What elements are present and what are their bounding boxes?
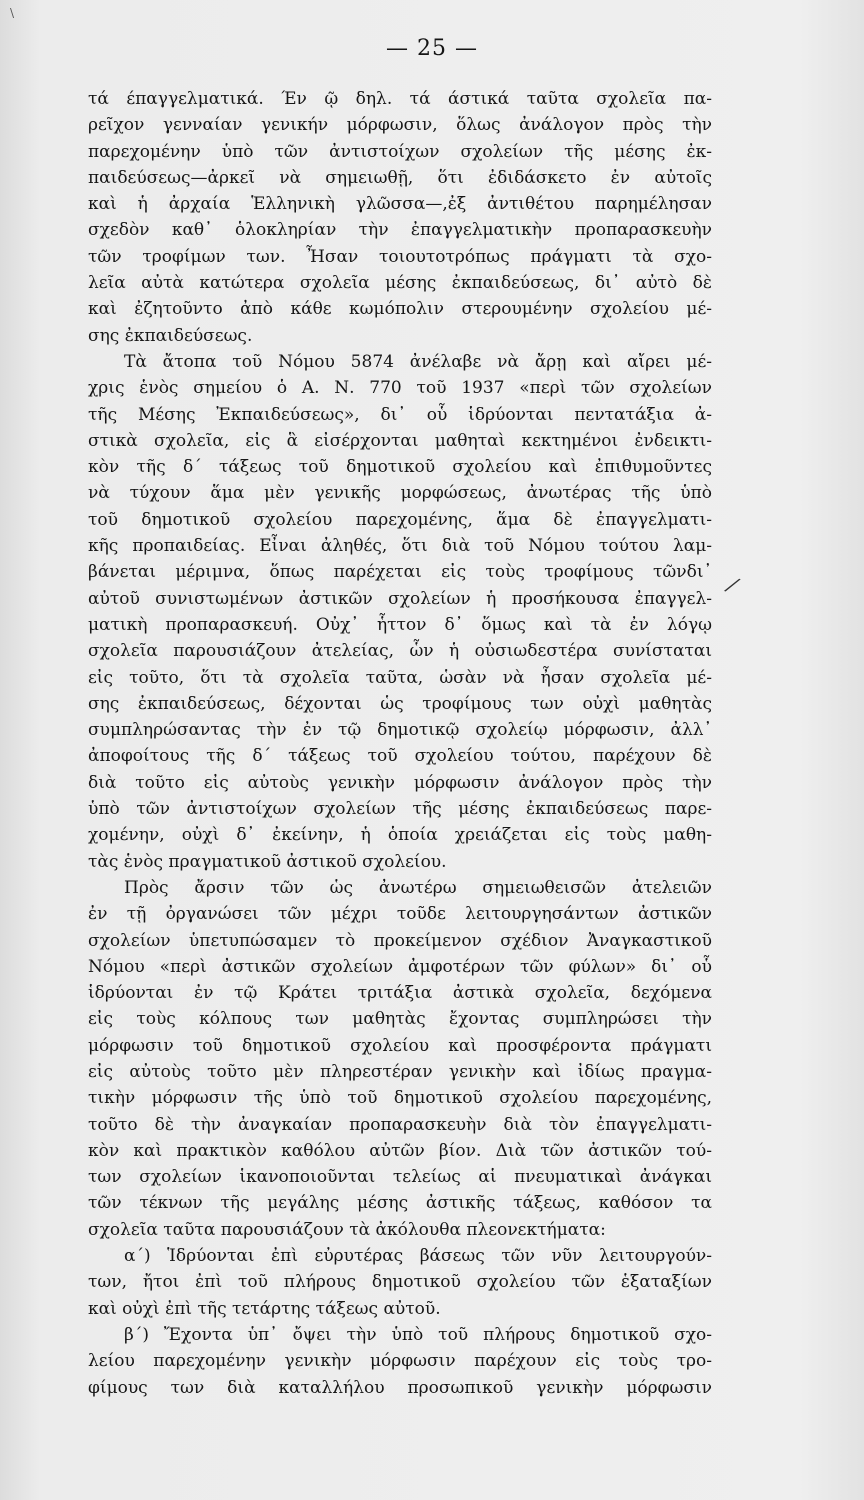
text-line: β´) Ἔχοντα ὑπ᾽ ὄψει τὴν ὑπὸ τοῦ πλήρους δημοτικοῦ σχο-: [124, 1324, 712, 1345]
text-line: ἐν τῇ ὀργανώσει τῶν μέχρι τοῦδε λειτουργησάντων ἀστικῶν: [88, 904, 712, 925]
text-line: τῶν τροφίμων των. Ἦσαν τοιουτοτρόπως πράγματι τὰ σχο-: [88, 246, 712, 267]
text-line: τοῦ δημοτικοῦ σχολείου παρεχομένης, ἅμα δὲ ἐπαγγελματι-: [88, 509, 712, 530]
text-line: τικὴν μόρφωσιν τῆς ὑπὸ τοῦ δημοτικοῦ σχολείου παρεχομένης,: [88, 1088, 712, 1109]
text-line: στικὰ σχολεῖα, εἰς ἃ εἰσέρχονται μαθηταὶ κεκτημένοι ἐνδεικτι-: [88, 430, 712, 451]
text-line: λείου παρεχομένην γενικὴν μόρφωσιν παρέχουν εἰς τοὺς τρο-: [88, 1351, 712, 1372]
page-number: — 25 —: [386, 36, 478, 61]
text-line: α´) Ἱδρύονται ἐπὶ εὐρυτέρας βάσεως τῶν νῦν λειτουργούν-: [124, 1246, 712, 1267]
text-line: μόρφωσιν τοῦ δημοτικοῦ σχολείου καὶ προσφέροντα πράγματι: [88, 1035, 712, 1056]
text-line: παρεχομένην ὑπὸ τῶν ἀντιστοίχων σχολείων τῆς μέσης ἐκ-: [88, 141, 712, 162]
margin-pencil-mark: ⁄: [725, 574, 738, 599]
text-line: κὸν τῆς δ´ τάξεως τοῦ δημοτικοῦ σχολείου καὶ ἐπιθυμοῦντες: [88, 457, 712, 478]
text-line: σχολείων ὑπετυπώσαμεν τὸ προκείμενον σχέδιον Ἀναγκαστικοῦ: [88, 930, 712, 951]
text-line: χρις ἑνὸς σημείου ὁ Α. Ν. 770 τοῦ 1937 «περὶ τῶν σχολείων: [88, 378, 712, 399]
text-line: των σχολείων ἱκανοποιοῦνται τελείως αἱ πνευματικαὶ ἀνάγκαι: [88, 1167, 712, 1188]
text-line: χομένην, οὐχὶ δ᾽ ἐκείνην, ἡ ὁποία χρειάζεται εἰς τοὺς μαθη-: [88, 825, 712, 846]
text-line: αὐτοῦ συνιστωμένων ἀστικῶν σχολείων ἡ προσήκουσα ἐπαγγελ-: [88, 588, 712, 609]
text-line: ρεῖχον γενναίαν γενικήν μόρφωσιν, ὅλως ἀνάλογον πρὸς τὴν: [88, 115, 712, 136]
text-line: Νόμου «περὶ ἀστικῶν σχολείων ἀμφοτέρων τῶν φύλων» δι᾽ οὗ: [88, 956, 712, 977]
text-line: τὰς ἑνὸς πραγματικοῦ ἀστικοῦ σχολείου.: [88, 851, 447, 872]
margin-speck: \: [10, 6, 15, 20]
text-line: παιδεύσεως—ἀρκεῖ νὰ σημειωθῇ, ὅτι ἐδιδάσκετο ἐν αὐτοῖς: [88, 167, 712, 188]
text-line: κὸν καὶ πρακτικὸν καθόλου αὐτῶν βίον. Διὰ τῶν ἀστικῶν τού-: [88, 1140, 712, 1161]
text-line: ἀποφοίτους τῆς δ´ τάξεως τοῦ σχολείου τούτου, παρέχουν δὲ: [88, 746, 712, 767]
text-line: των, ἤτοι ἐπὶ τοῦ πλήρους δημοτικοῦ σχολείου τῶν ἑξαταξίων: [88, 1272, 712, 1293]
body-text: [88, 86, 712, 1401]
text-line: τῆς Μέσης Ἐκπαιδεύσεως», δι᾽ οὗ ἱδρύονται πεντατάξια ἀ-: [88, 404, 712, 425]
text-line: συμπληρώσαντας τὴν ἐν τῷ δημοτικῷ σχολείῳ μόρφωσιν, ἀλλ᾽: [88, 720, 712, 741]
text-line: τά έπαγγελματικά. Έν ῷ δηλ. τά άστικά ταῦτα σχολεῖα πα-: [88, 89, 712, 109]
text-line: καὶ οὐχὶ ἐπὶ τῆς τετάρτης τάξεως αὐτοῦ.: [88, 1298, 441, 1319]
text-line: σης ἐκπαιδεύσεως.: [88, 325, 253, 346]
text-line: διὰ τοῦτο εἰς αὐτοὺς γενικὴν μόρφωσιν ἀνάλογον πρὸς τὴν: [88, 772, 712, 793]
text-line: ὑπὸ τῶν ἀντιστοίχων σχολείων τῆς μέσης ἐκπαιδεύσεως παρε-: [88, 799, 712, 820]
text-line: σχεδὸν καθ᾽ ὁλοκληρίαν τὴν ἐπαγγελματικὴν προπαρασκευὴν: [88, 220, 712, 241]
text-line: φίμους των διὰ καταλλήλου προσωπικοῦ γενικὴν μόρφωσιν: [88, 1377, 712, 1398]
text-line: εἰς αὐτοὺς τοῦτο μὲν πληρεστέραν γενικὴν καὶ ἰδίως πραγμα-: [88, 1061, 712, 1082]
text-line: εἰς τοὺς κόλπους των μαθητὰς ἔχοντας συμπληρώσει τὴν: [88, 1009, 712, 1030]
text-line: λεῖα αὐτὰ κατώτερα σχολεῖα μέσης ἐκπαιδεύσεως, δι᾽ αὐτὸ δὲ: [88, 273, 712, 294]
text-line: κῆς προπαιδείας. Εἶναι ἀληθές, ὅτι διὰ τοῦ Νόμου τούτου λαμ-: [88, 536, 712, 557]
text-line: τῶν τέκνων τῆς μεγάλης μέσης ἀστικῆς τάξεως, καθόσον τα: [88, 1193, 712, 1214]
text-line: σχολεῖα ταῦτα παρουσιάζουν τὰ ἀκόλουθα πλεονεκτήματα:: [88, 1219, 606, 1240]
text-line: νὰ τύχουν ἅμα μὲν γενικῆς μορφώσεως, ἀνωτέρας τῆς ὑπὸ: [88, 483, 712, 504]
text-line: εἰς τοῦτο, ὅτι τὰ σχολεῖα ταῦτα, ὡσὰν νὰ ἦσαν σχολεῖα μέ-: [88, 667, 712, 688]
text-line: καὶ ἡ ἀρχαία Ἑλληνικὴ γλῶσσα—,ἐξ ἀντιθέτου παρημέλησαν: [88, 194, 712, 215]
text-line: τοῦτο δὲ τὴν ἀναγκαίαν προπαρασκευὴν διὰ τὸν ἐπαγγελματι-: [88, 1114, 712, 1135]
text-line: ἱδρύονται ἐν τῷ Κράτει τριτάξια ἀστικὰ σχολεῖα, δεχόμενα: [88, 983, 712, 1004]
text-line: σχολεῖα παρουσιάζουν ἀτελείας, ὧν ἡ οὐσιωδεστέρα συνίσταται: [88, 641, 712, 662]
text-line: Πρὸς ἄρσιν τῶν ὡς ἀνωτέρω σημειωθεισῶν ἀτελειῶν: [124, 877, 712, 898]
text-line: σης ἐκπαιδεύσεως, δέχονται ὡς τροφίμους των οὐχὶ μαθητὰς: [88, 693, 712, 714]
text-line: ματικὴ προπαρασκευή. Οὐχ᾽ ἧττον δ᾽ ὅμως καὶ τὰ ἐν λόγῳ: [88, 614, 712, 635]
text-line: καὶ ἐζητοῦντο ἀπὸ κάθε κωμόπολιν στερουμένην σχολείου μέ-: [88, 299, 712, 320]
text-line: Τὰ ἄτοπα τοῦ Νόμου 5874 ἀνέλαβε νὰ ἄρῃ καὶ αἴρει μέ-: [124, 351, 712, 372]
text-line: βάνεται μέριμνα, ὅπως παρέχεται εἰς τοὺς τροφίμους τῶνδι᾽: [88, 562, 712, 583]
